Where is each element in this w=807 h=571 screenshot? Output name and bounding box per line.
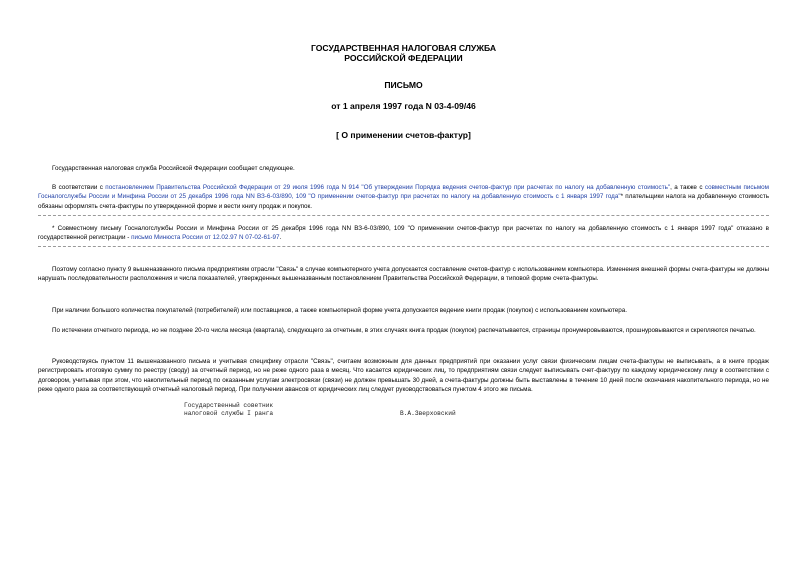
signatory-title: [184, 402, 273, 419]
footnote-divider-bottom: [38, 246, 769, 247]
footnote: [38, 224, 769, 243]
paragraph-reporting-period: По истечении отчетного периода, но не позднее 20-го числа месяца (квартала), следующего за отчетным, в этих случаях книга продаж (покупок) распечатывается, страницы пронумеровываются, прошнуровываются и скрепляются печатью.: [52, 327, 756, 334]
paragraph-basis-text-2: , а также с: [670, 184, 705, 191]
footnote-text-2: .: [279, 234, 282, 242]
paragraph-guidance: Руководствуясь пунктом 11 вышеназванного письма и учитывая специфику отрасли "Связь", считаем возможным для данных предприятий при оказании услуг связи физическим лицам счета-фактуры не выписывать, а в книге продаж регистрировать итоговую сумму по реестру (своду) за отчетный период, но не реже одного раза в месяц. Что касается юридических лиц, то предприятиям связи следует выписывать счет-фактуру по каждому юридическому лицу в соответствии с договором, учитывая при этом, что накопительный период по оказанным услугам электросвязи (связи) не должен превышать 30 дней, а счета-фактуры должны быть выставлены в течение 10 дней после окончания накопительного периода, но не реже одного раза за соответствующий отчетный налоговый период. При получении авансов от юридических лиц следует руководствоваться пунктом 4 этого же письма.: [38, 358, 769, 394]
agency-name: [0, 43, 807, 63]
signatory-title-line2: налоговой службы I ранга: [184, 410, 274, 418]
signatory-title-line1: Государственный советник: [184, 402, 274, 409]
paragraph-basis-text-1: В соответствии с: [52, 184, 106, 191]
footnote-divider-top: [38, 215, 769, 216]
paragraph-basis: [38, 183, 769, 211]
agency-name-line2: РОССИЙСКОЙ ФЕДЕРАЦИИ: [344, 53, 463, 63]
paragraph-computer-invoices: Поэтому согласно пункту 9 вышеназванного письма предприятиям отрасли "Связь" в случае компьютерного учета допускается составление счетов-фактур с использованием компьютера. Изменения внешней формы счета-фактуры не должны нарушать последовательности расположения и числа показателей, утвержденных вышеназванным постановлением Правительства Российской Федерации, в типовой форме счета-фактуры.: [38, 266, 769, 283]
paragraph-sales-book: При наличии большого количества покупателей (потребителей) или поставщиков, а также компьютерной форме учета допускается ведение книги продаж (покупок) с использованием компьютера.: [52, 307, 628, 314]
document-type: ПИСЬМО: [384, 80, 423, 90]
link-government-decree[interactable]: постановлением Правительства Российской Федерации от 29 июля 1996 года N 914 "Об утверждении Порядка ведения счетов-фактур при расчетах по налогу на добавленную стоимость": [105, 184, 671, 191]
paragraph-intro: Государственная налоговая служба Российской Федерации сообщает следующее.: [52, 165, 295, 172]
document-date-number: от 1 апреля 1997 года N 03-4-09/46: [331, 101, 476, 111]
footnote-text-1: * Совместному письму Госналогслужбы России и Минфина России от 25 декабря 1996 года NN ВЗ-6-03/890, 109 "О применении счетов-фактур при расчетах по налогу на добавленную стоимость с 1 января 1997 года" отказано в государственной регистрации -: [38, 225, 769, 242]
link-minjust-letter[interactable]: письмо Минюста России от 12.02.97 N 07-02-61-97: [131, 234, 280, 242]
agency-name-line1: ГОСУДАРСТВЕННАЯ НАЛОГОВАЯ СЛУЖБА: [310, 43, 497, 53]
document-subject: [ О применении счетов-фактур]: [336, 130, 471, 140]
paragraph-basis-text-3: * плательщики налога на добавленную стоимость обязаны оформлять счета-фактуры по утвержденной форме и вести книгу продаж и покупок.: [38, 193, 769, 210]
link-joint-letter[interactable]: совместным письмом Госналогслужбы России и Минфина России от 25 декабря 1996 года NN ВЗ-6-03/890, 109 "О применении счетов-фактур при расчетах по налогу на добавленную стоимость с 1 января 1997 года": [38, 184, 769, 201]
signatory-name: В.А.Зверховский: [400, 410, 456, 417]
